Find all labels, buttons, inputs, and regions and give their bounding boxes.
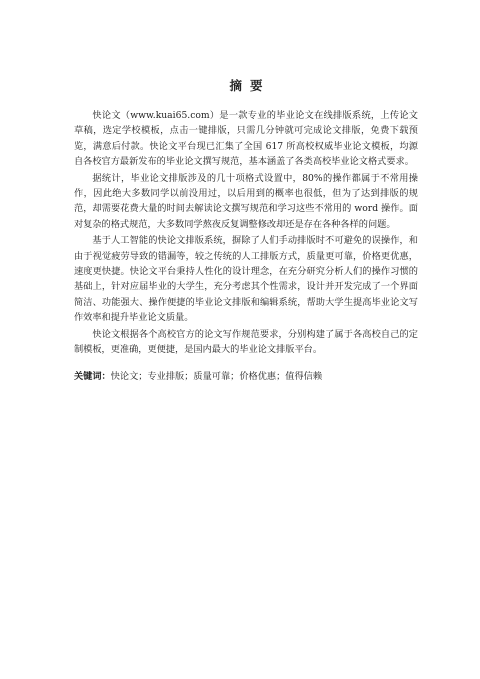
abstract-paragraph-3: 基于人工智能的快论文排版系统，摒除了人们手动排版时不可避免的误操作，和由于视觉疲劳导致的错漏等，较之传统的人工排版方式，质量更可靠，价格更优惠，速度更快捷。快论文平台秉持人性化的设计理念，在充分研究分析人们的操作习惯的基础上，针对应届毕业的大学生，充分考虑其个性需求，设计并开发完成了一个界面简洁、功能强大、操作便捷的毕业论文排版和编辑系统，帮助大学生提高毕业论文写作效率和提升毕业论文质量。 <box>74 235 418 323</box>
keywords-label: 关键词： <box>74 371 111 383</box>
keywords-line <box>74 369 418 384</box>
keywords-text: 快论文；专业排版；质量可靠；价格优惠；值得信赖 <box>110 371 323 383</box>
page-title: 摘要 <box>229 78 271 93</box>
abstract-paragraph-1: 快论文（www.kuai65.com）是一款专业的毕业论文在线排版系统，上传论文草稿，选定学校模板，点击一键排版，只需几分钟就可完成论文排版，免费下载预览，满意后付款。快论文平台现已汇集了全国 617 所高校权威毕业论文模板，均源自各校官方最新发布的毕业论文撰写规范，基本涵盖了各类高校毕业论文格式要求。 <box>74 110 418 167</box>
abstract-paragraph-2: 据统计，毕业论文排版涉及的几十项格式设置中，80%的操作都属于不常用操作，因此绝大多数同学以前没用过，以后用到的概率也很低，但为了达到排版的规范，却需要花费大量的时间去解读论文撰写规范和学习这些不常用的 word 操作。面对复杂的格式规范，大多数同学熬夜反复调整修改却还是存在各种各样的问题。 <box>74 172 418 230</box>
abstract-paragraph-4: 快论文根据各个高校官方的论文写作规范要求，分别构建了属于各高校自己的定制模板，更准确，更便捷，是国内最大的毕业论文排版平台。 <box>74 328 418 355</box>
